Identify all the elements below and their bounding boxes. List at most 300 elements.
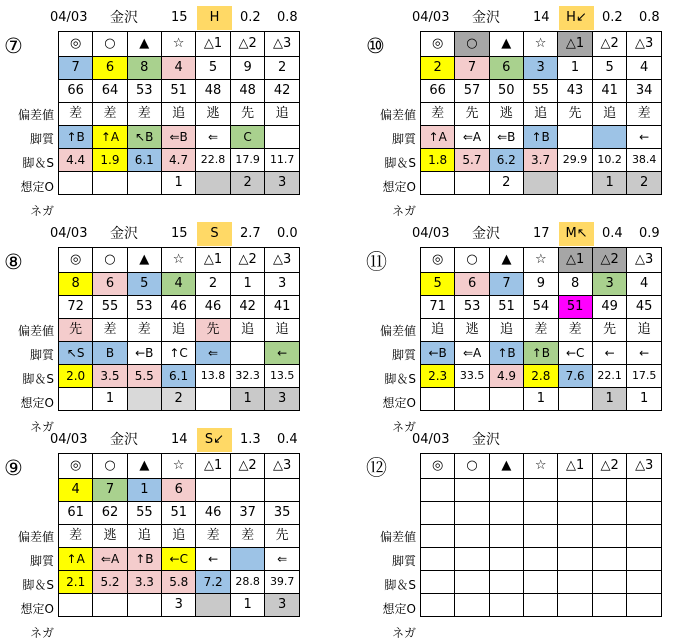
table-cell: 8 xyxy=(127,57,161,80)
table-cell xyxy=(421,172,455,195)
race-date: 04/03 xyxy=(50,10,88,25)
table-cell: 2 xyxy=(161,388,195,411)
table-cell: C xyxy=(230,126,265,149)
table-cell xyxy=(558,525,593,548)
table-cell: 4 xyxy=(161,57,195,80)
venue-name: 金沢 xyxy=(110,432,138,448)
table-cell xyxy=(592,502,627,525)
table-cell: 55 xyxy=(93,296,127,319)
race-number: ⑩ xyxy=(366,34,385,58)
table-cell: ⇐B xyxy=(489,126,523,149)
table-cell: 1 xyxy=(558,57,593,80)
table-cell: △1 xyxy=(196,32,231,57)
table-cell xyxy=(455,548,489,571)
table-row xyxy=(59,149,300,172)
table-cell xyxy=(627,571,662,594)
table-cell: 追 xyxy=(265,319,300,342)
header-value-b: 0.0 xyxy=(277,226,298,241)
race-number: ⑦ xyxy=(4,34,23,58)
row-label: ネガ xyxy=(391,420,416,434)
table-cell: 逃 xyxy=(455,319,490,342)
table-row xyxy=(59,319,300,342)
table-cell: 1 xyxy=(230,273,265,296)
table-cell: 9 xyxy=(230,57,265,80)
runner-count: 14 xyxy=(533,10,550,25)
table-cell: 4.9 xyxy=(489,365,523,388)
table-row xyxy=(59,296,300,319)
table-cell xyxy=(265,479,300,502)
table-cell: 追 xyxy=(592,103,627,126)
table-cell xyxy=(489,594,523,617)
row-label: ネガ xyxy=(391,204,416,218)
table-cell: ⇐B xyxy=(161,126,195,149)
table-cell: ☆ xyxy=(524,248,558,273)
table-cell xyxy=(230,548,265,571)
table-cell: ○ xyxy=(455,454,489,479)
table-cell: 差 xyxy=(59,103,93,126)
prediction-table xyxy=(58,453,300,617)
table-cell xyxy=(592,126,627,149)
table-row xyxy=(421,103,662,126)
table-cell: 48 xyxy=(230,80,265,103)
table-cell: ↖S xyxy=(59,342,93,365)
row-label: 脚＆S xyxy=(384,578,416,592)
row-label: 脚質 xyxy=(391,554,416,568)
table-cell: 22.8 xyxy=(196,149,231,172)
table-cell: ↖B xyxy=(127,126,161,149)
table-row xyxy=(421,126,662,149)
table-cell: ○ xyxy=(93,248,127,273)
table-row xyxy=(59,126,300,149)
table-cell: 66 xyxy=(421,80,455,103)
header-value-b: 0.8 xyxy=(277,10,298,25)
table-row xyxy=(421,342,662,365)
table-cell: ⇐A xyxy=(455,342,490,365)
table-cell: ↑B xyxy=(523,126,557,149)
table-cell xyxy=(592,571,627,594)
table-cell: 3 xyxy=(162,594,196,617)
table-row xyxy=(59,32,300,57)
table-cell xyxy=(523,594,557,617)
table-cell xyxy=(489,388,523,411)
table-cell: ←C xyxy=(558,342,592,365)
race-header xyxy=(0,222,300,246)
table-cell xyxy=(558,479,593,502)
table-cell: 2 xyxy=(421,57,455,80)
table-cell: 6.1 xyxy=(161,365,195,388)
table-cell xyxy=(93,594,127,617)
table-cell: 35 xyxy=(265,502,300,525)
table-cell: 1 xyxy=(93,388,127,411)
table-cell: 4 xyxy=(59,479,93,502)
race-date: 04/03 xyxy=(50,432,88,447)
row-label: 想定O xyxy=(382,602,416,616)
table-cell xyxy=(489,571,523,594)
table-cell: 7 xyxy=(93,479,127,502)
table-cell: ↑A xyxy=(93,126,127,149)
table-cell: ☆ xyxy=(161,248,195,273)
table-cell xyxy=(558,388,592,411)
race-panel xyxy=(362,222,662,434)
table-cell: △1 xyxy=(558,248,592,273)
table-cell: 追 xyxy=(230,319,265,342)
table-cell xyxy=(59,594,93,617)
table-cell: 17.9 xyxy=(230,149,265,172)
table-cell: 5 xyxy=(127,273,161,296)
table-row xyxy=(421,594,662,617)
table-cell: 2.8 xyxy=(524,365,558,388)
table-cell: 1 xyxy=(230,388,265,411)
table-cell: 追 xyxy=(489,319,523,342)
table-row xyxy=(421,502,662,525)
table-cell: 追 xyxy=(523,103,557,126)
table-cell: 7 xyxy=(489,273,523,296)
row-label: 脚＆S xyxy=(22,156,54,170)
table-cell: 追 xyxy=(421,319,455,342)
table-row xyxy=(421,296,662,319)
table-cell: 41 xyxy=(592,80,627,103)
table-cell: 57 xyxy=(455,80,489,103)
table-cell xyxy=(455,502,489,525)
table-cell: ○ xyxy=(455,248,490,273)
table-cell: 42 xyxy=(265,80,300,103)
table-cell: 差 xyxy=(230,525,265,548)
table-cell: 5.2 xyxy=(93,571,127,594)
runner-count: 14 xyxy=(171,432,188,447)
table-cell: ⇐A xyxy=(455,126,489,149)
table-cell: 先 xyxy=(265,525,300,548)
table-cell: 64 xyxy=(93,80,127,103)
table-cell: △2 xyxy=(230,32,265,57)
table-cell: 48 xyxy=(196,80,231,103)
table-cell: 追 xyxy=(627,319,662,342)
table-cell xyxy=(196,388,231,411)
table-cell xyxy=(421,479,455,502)
table-cell xyxy=(489,479,523,502)
header-value-b: 0.9 xyxy=(639,226,660,241)
table-cell: 差 xyxy=(558,319,592,342)
table-cell: 45 xyxy=(627,296,662,319)
table-cell: ↑A xyxy=(59,548,93,571)
table-cell xyxy=(558,594,593,617)
table-cell: 6 xyxy=(93,273,127,296)
table-row xyxy=(59,454,300,479)
table-cell: 先 xyxy=(558,103,593,126)
table-cell: ↑B xyxy=(59,126,93,149)
table-cell: △1 xyxy=(558,32,593,57)
table-cell: 3 xyxy=(265,594,300,617)
table-cell xyxy=(59,388,93,411)
table-cell: 46 xyxy=(196,296,231,319)
table-cell xyxy=(127,388,161,411)
table-cell xyxy=(627,502,662,525)
table-cell: 29.9 xyxy=(558,149,593,172)
table-cell: 61 xyxy=(59,502,93,525)
table-cell xyxy=(627,525,662,548)
table-cell: 51 xyxy=(162,502,196,525)
header-value-b: 0.4 xyxy=(277,432,298,447)
table-cell: 5 xyxy=(196,57,231,80)
header-value-a: 1.3 xyxy=(240,432,261,447)
table-cell xyxy=(196,594,230,617)
table-cell: △2 xyxy=(592,454,627,479)
prediction-table xyxy=(58,31,300,195)
table-cell: 7 xyxy=(455,57,489,80)
table-cell xyxy=(421,525,455,548)
table-row xyxy=(59,248,300,273)
table-cell: 追 xyxy=(161,103,195,126)
row-label: 偏差値 xyxy=(17,530,54,544)
runner-count: 17 xyxy=(533,226,550,241)
table-cell xyxy=(523,548,557,571)
table-cell: ◎ xyxy=(59,32,93,57)
table-cell: 4.7 xyxy=(161,149,195,172)
table-cell: 71 xyxy=(421,296,455,319)
table-cell: 6 xyxy=(93,57,127,80)
table-cell: 差 xyxy=(59,525,93,548)
row-label: 脚質 xyxy=(29,132,54,146)
table-cell: 2 xyxy=(196,273,231,296)
table-cell: ← xyxy=(592,342,627,365)
table-cell: ☆ xyxy=(162,454,196,479)
table-row xyxy=(421,57,662,80)
table-cell: 差 xyxy=(93,319,127,342)
table-cell xyxy=(489,548,523,571)
table-cell: 差 xyxy=(196,525,230,548)
table-row xyxy=(421,571,662,594)
table-cell: ○ xyxy=(93,32,127,57)
table-row xyxy=(59,525,300,548)
table-cell: 38.4 xyxy=(627,149,662,172)
table-cell xyxy=(558,548,593,571)
table-cell: 37 xyxy=(230,502,265,525)
table-cell xyxy=(265,126,300,149)
table-cell xyxy=(230,342,265,365)
table-cell: 3 xyxy=(523,57,557,80)
table-cell: △1 xyxy=(196,454,230,479)
table-cell: △3 xyxy=(627,454,662,479)
table-row xyxy=(59,57,300,80)
table-row xyxy=(421,365,662,388)
table-cell: ← xyxy=(627,126,662,149)
table-cell: ←B xyxy=(421,342,455,365)
table-row xyxy=(421,454,662,479)
table-cell: 1.9 xyxy=(93,149,127,172)
table-cell: 46 xyxy=(161,296,195,319)
table-cell: ▲ xyxy=(127,32,161,57)
table-cell: ☆ xyxy=(523,32,557,57)
race-number: ⑪ xyxy=(366,250,387,274)
race-header xyxy=(362,428,662,452)
prediction-table xyxy=(420,453,662,617)
table-cell: 13.8 xyxy=(196,365,231,388)
table-cell: △1 xyxy=(196,248,231,273)
table-cell xyxy=(627,479,662,502)
prediction-table xyxy=(420,247,662,411)
table-cell: 9 xyxy=(524,273,558,296)
row-label: 脚＆S xyxy=(22,578,54,592)
table-cell: 4 xyxy=(161,273,195,296)
table-cell: 7.6 xyxy=(558,365,592,388)
table-cell: 1.8 xyxy=(421,149,455,172)
table-row xyxy=(59,172,300,195)
row-label: 脚＆S xyxy=(384,156,416,170)
table-cell: 4.4 xyxy=(59,149,93,172)
race-header xyxy=(362,6,662,30)
table-row xyxy=(59,571,300,594)
table-cell: 6.2 xyxy=(489,149,523,172)
table-cell: 6.1 xyxy=(127,149,161,172)
table-cell: ↑C xyxy=(161,342,195,365)
table-cell: 4 xyxy=(627,57,662,80)
row-label: 脚質 xyxy=(29,348,54,362)
row-label: 偏差値 xyxy=(17,108,54,122)
venue-name: 金沢 xyxy=(110,10,138,26)
table-cell: 2 xyxy=(230,172,265,195)
row-label: 偏差値 xyxy=(17,324,54,338)
table-cell xyxy=(558,502,593,525)
table-row xyxy=(59,273,300,296)
table-cell: 3.3 xyxy=(127,571,161,594)
table-cell xyxy=(127,594,161,617)
table-cell: △1 xyxy=(558,454,593,479)
table-cell: ▲ xyxy=(489,248,523,273)
runner-count: 15 xyxy=(171,10,188,25)
table-cell: 17.5 xyxy=(627,365,662,388)
table-cell: 34 xyxy=(627,80,662,103)
table-cell: 5 xyxy=(421,273,455,296)
table-cell: 2 xyxy=(265,57,300,80)
table-cell: 2.0 xyxy=(59,365,93,388)
table-row xyxy=(59,103,300,126)
table-row xyxy=(59,80,300,103)
table-cell: ⇐ xyxy=(196,126,231,149)
table-cell xyxy=(230,479,265,502)
table-row xyxy=(59,388,300,411)
table-cell: ⇐ xyxy=(265,548,300,571)
pace-mark xyxy=(559,428,594,452)
table-row xyxy=(59,502,300,525)
table-row xyxy=(59,365,300,388)
table-cell xyxy=(455,388,490,411)
table-cell: 逃 xyxy=(489,103,523,126)
pace-mark: S xyxy=(197,222,232,246)
table-cell: 2 xyxy=(489,172,523,195)
table-cell: ↑B xyxy=(489,342,523,365)
table-cell xyxy=(558,172,593,195)
table-cell: △2 xyxy=(592,248,627,273)
row-label: 偏差値 xyxy=(379,108,416,122)
table-cell: 3 xyxy=(265,172,300,195)
row-label: 偏差値 xyxy=(379,324,416,338)
table-cell: ← xyxy=(196,548,230,571)
table-cell: 2.1 xyxy=(59,571,93,594)
table-cell: 53 xyxy=(127,296,161,319)
table-cell: 先 xyxy=(455,103,489,126)
pace-mark: S↙ xyxy=(197,428,232,452)
table-cell xyxy=(93,172,127,195)
table-cell: 1 xyxy=(161,172,195,195)
table-cell: 32.3 xyxy=(230,365,265,388)
pace-mark: M↖ xyxy=(559,222,594,246)
table-cell: ◎ xyxy=(421,248,455,273)
race-panel xyxy=(0,6,300,218)
table-cell xyxy=(196,172,231,195)
table-cell: △3 xyxy=(265,248,300,273)
table-cell xyxy=(558,126,593,149)
race-panel xyxy=(0,222,300,434)
table-cell xyxy=(523,172,557,195)
table-cell xyxy=(421,502,455,525)
table-cell xyxy=(421,548,455,571)
table-cell: 53 xyxy=(455,296,490,319)
table-cell: 7.2 xyxy=(196,571,230,594)
header-value-a: 0.4 xyxy=(602,226,623,241)
header-value-b: 0.8 xyxy=(639,10,660,25)
table-cell: 51 xyxy=(558,296,592,319)
table-cell xyxy=(592,479,627,502)
table-cell: ← xyxy=(627,342,662,365)
table-row xyxy=(59,479,300,502)
table-cell: 3.7 xyxy=(523,149,557,172)
table-row xyxy=(421,388,662,411)
venue-name: 金沢 xyxy=(472,10,500,26)
table-row xyxy=(421,32,662,57)
table-cell: 42 xyxy=(230,296,265,319)
table-cell xyxy=(421,594,455,617)
table-cell: 1 xyxy=(592,172,627,195)
table-cell: ← xyxy=(265,342,300,365)
table-cell: 差 xyxy=(627,103,662,126)
row-label: ネガ xyxy=(29,420,54,434)
table-cell: △3 xyxy=(627,32,662,57)
table-cell: 43 xyxy=(558,80,593,103)
table-cell: ▲ xyxy=(489,454,523,479)
table-cell: 41 xyxy=(265,296,300,319)
table-cell: 1 xyxy=(230,594,265,617)
table-cell: 3 xyxy=(592,273,627,296)
table-cell: 22.1 xyxy=(592,365,627,388)
race-header xyxy=(362,222,662,246)
table-cell: 逃 xyxy=(196,103,231,126)
row-label: 想定O xyxy=(382,396,416,410)
table-cell xyxy=(421,571,455,594)
table-cell: ↑B xyxy=(524,342,558,365)
header-value-a: 0.2 xyxy=(602,10,623,25)
pace-mark: H xyxy=(197,6,232,30)
table-cell xyxy=(489,502,523,525)
table-row xyxy=(421,172,662,195)
table-cell xyxy=(627,548,662,571)
table-cell: 72 xyxy=(59,296,93,319)
table-row xyxy=(59,594,300,617)
table-cell: 5.5 xyxy=(127,365,161,388)
table-cell: 39.7 xyxy=(265,571,300,594)
table-cell: 55 xyxy=(127,502,161,525)
row-label: 想定O xyxy=(20,602,54,616)
race-date: 04/03 xyxy=(412,432,450,447)
table-cell: 追 xyxy=(265,103,300,126)
table-cell: 11.7 xyxy=(265,149,300,172)
header-value-a: 2.7 xyxy=(240,226,261,241)
table-cell: ↑A xyxy=(421,126,455,149)
race-panel xyxy=(362,6,662,218)
table-cell: ◎ xyxy=(59,454,93,479)
row-label: ネガ xyxy=(29,626,54,640)
table-row xyxy=(421,248,662,273)
table-cell: 8 xyxy=(59,273,93,296)
table-cell xyxy=(196,479,230,502)
